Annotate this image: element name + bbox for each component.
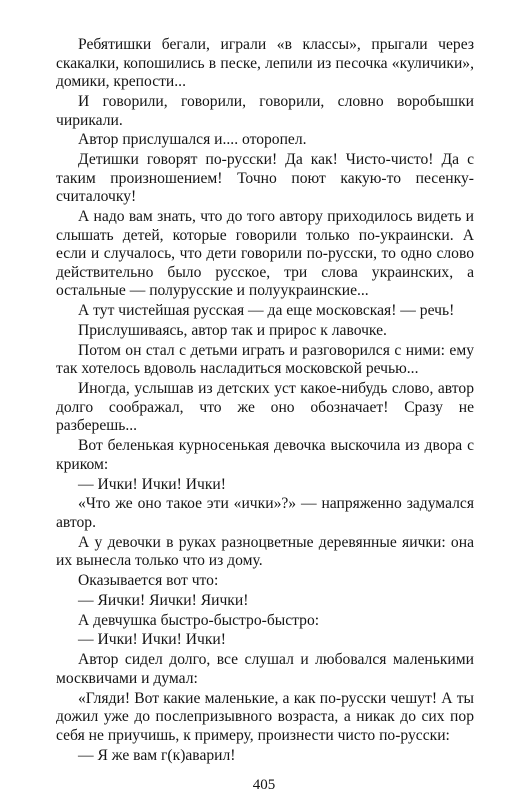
paragraph: Детишки говорят по-русски! Да как! Чисто-чисто! Да с таким произношением! Точно поют какую-то песенку-считалочку! — [56, 151, 474, 206]
dialogue-line: — Ички! Ички! Ички! — [78, 631, 226, 649]
paragraph: «Гляди! Вот какие маленькие, а как по-русски чешут! А ты дожил уже до послепризывного возраста, а никак до сих пор себя не приучишь, к примеру, произнести чисто по-русски: — [56, 689, 474, 744]
page-body — [56, 36, 474, 776]
paragraph: Вот беленькая курносенькая девочка выскочила из двора с криком: — [56, 437, 474, 473]
paragraph: И говорили, говорили, говорили, словно воробышки чирикали. — [56, 92, 474, 129]
paragraph: Потом он стал с детьми играть и разговорился с ними: ему так хотелось вдоволь насладиться московской речью... — [56, 341, 474, 378]
paragraph: А у девочки в руках разноцветные деревянные яички: она их вынесла только что из дому. — [56, 533, 474, 570]
paragraph: Ребятишки бегали, играли «в классы», прыгали через скакалки, копошились в песке, лепили из песочка «куличики», домики, крепости... — [56, 36, 474, 91]
paragraph: Оказывается вот что: — [78, 572, 219, 590]
dialogue-line: — Яички! Яички! Яички! — [78, 591, 249, 609]
paragraph: «Что же оно такое эти «ички»?» — напряженно задумался автор. — [56, 495, 474, 531]
paragraph: Прислушиваясь, автор так и прирос к лавочке. — [78, 322, 387, 340]
paragraph: А надо вам знать, что до того автору приходилось видеть и слышать детей, которые говорили только по-украински. А если и случалось, что дети говорили по-русски, то одно слово действительно было русское, три слова украинских, а остальные — полурусские и полуукраинские... — [56, 208, 474, 300]
paragraph: Автор прислушался и.... оторопел. — [78, 131, 307, 149]
paragraph: Автор сидел долго, все слушал и любовался маленькими москвичами и думал: — [56, 651, 474, 687]
dialogue-line: — Ички! Ички! Ички! — [78, 475, 226, 493]
paragraph: А тут чистейшая русская — да еще московская! — речь! — [78, 302, 455, 320]
paragraph: А девчушка быстро-быстро-быстро: — [78, 611, 320, 629]
paragraph: Иногда, услышав из детских уст какое-нибудь слово, автор долго соображал, что же оно обозначает! Сразу не разберешь... — [56, 380, 474, 435]
page-number: 405 — [252, 777, 276, 793]
dialogue-line: — Я же вам г(к)аварил! — [78, 746, 236, 764]
